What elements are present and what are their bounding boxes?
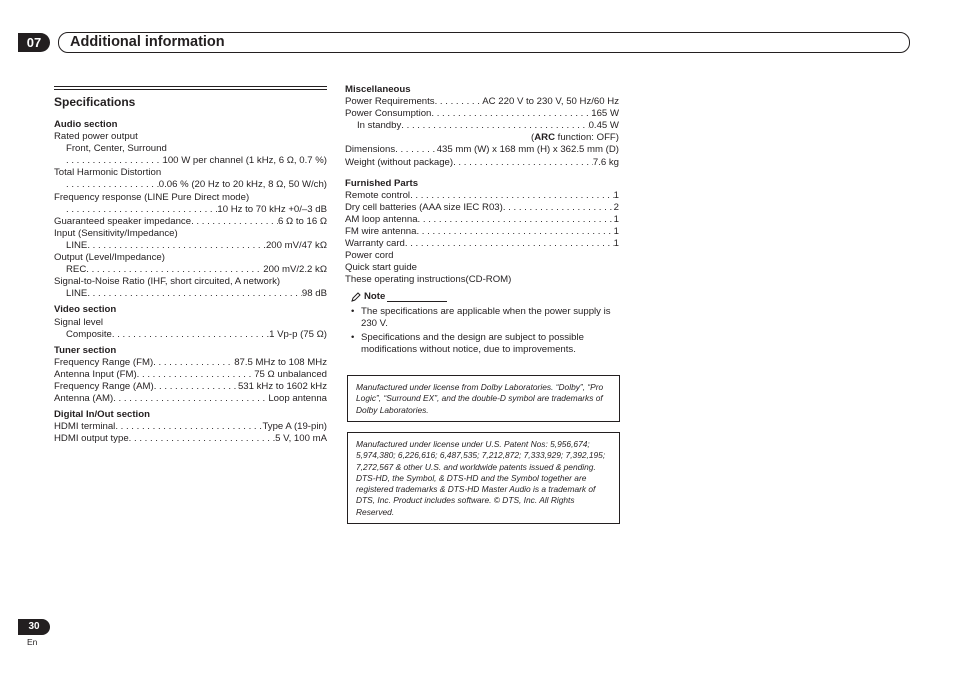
dolby-license-box: Manufactured under license from Dolby Laboratories. “Dolby”, “Pro Logic”, “Surround EX”, and the double-D symbol are trademarks of Dolby Laboratories. [347,375,620,422]
power-req-row: Power Requirements . . . AC 220 V to 230 V, 50 Hz/60 Hz [345,96,619,108]
snr-line-row: LINE . . . 98 dB [54,288,327,300]
snr-label: Signal-to-Noise Ratio (IHF, short circuited, A network) [54,276,281,288]
thd-label: Total Harmonic Distortion [54,167,162,179]
standby-row: In standby . . . 0.45 W [345,120,619,132]
batteries-row: Dry cell batteries (AAA size IEC R03) . . . 2 [345,202,619,214]
front-center-label: Front, Center, Surround [66,143,167,155]
input-line-row: LINE . . . 200 mV/47 kΩ [54,240,327,252]
output-rec-row: REC . . . 200 mV/2.2 kΩ [54,264,327,276]
misc-column [345,84,619,356]
hdmi-output-row: HDMI output type . . . 5 V, 100 mA [54,433,327,445]
page-number: 30 [18,619,50,635]
composite-row: Composite . . . 1 Vp-p (75 Ω) [54,329,327,341]
page-title: Additional information [70,34,225,50]
output-label: Output (Level/Impedance) [54,252,165,264]
am-range-row: Frequency Range (AM) . . . 531 kHz to 1602 kHz [54,381,327,393]
arc-note: (ARC function: OFF) [531,132,619,144]
digital-section-title: Digital In/Out section [54,409,150,421]
fm-input-row: Antenna Input (FM) . . . 75 Ω unbalanced [54,369,327,381]
note-item: • The specifications are applicable when the power supply is 230 V. [351,305,611,329]
tuner-section-title: Tuner section [54,344,117,356]
hdmi-terminal-row: HDMI terminal . . . Type A (19-pin) [54,421,327,433]
chapter-badge: 07 [18,33,50,52]
video-section-title: Video section [54,304,117,316]
freq-response-row: . . . 10 Hz to 70 kHz +0/–3 dB [54,204,327,216]
misc-section-title: Miscellaneous [345,84,411,95]
instructions-item: These operating instructions(CD-ROM) [345,274,512,286]
power-cord-item: Power cord [345,250,394,262]
fm-range-row: Frequency Range (FM) . . . 87.5 MHz to 108 MHz [54,357,327,369]
audio-section-title: Audio section [54,119,118,130]
note-label: Note [364,290,386,302]
note-header [345,291,619,303]
thd-row: . . . 0.06 % (20 Hz to 20 kHz, 8 Ω, 50 W/ch) [54,179,327,191]
input-label: Input (Sensitivity/Impedance) [54,227,178,239]
freq-response-label: Frequency response (LINE Pure Direct mode) [54,191,250,203]
note-item: • Specifications and the design are subject to possible modifications without notice, due to improvements. [351,331,584,355]
weight-row: Weight (without package) . . . 7.6 kg [345,157,619,169]
specifications-column [54,86,327,445]
note-underline [387,301,447,302]
am-loop-row: AM loop antenna . . . 1 [345,214,619,226]
front-center-row: . . . 100 W per channel (1 kHz, 6 Ω, 0.7 %) [54,155,327,167]
furnished-parts-title: Furnished Parts [345,177,419,189]
pencil-icon [351,292,361,302]
warranty-row: Warranty card . . . 1 [345,238,619,250]
rated-power-label: Rated power output [54,131,138,143]
fm-wire-row: FM wire antenna . . . 1 [345,226,619,238]
language-label: En [27,637,38,647]
impedance-row: Guaranteed speaker impedance . . . 6 Ω to 16 Ω [54,216,327,228]
remote-row: Remote control . . . 1 [345,190,619,202]
dts-license-box: Manufactured under license under U.S. Patent Nos: 5,956,674; 5,974,380; 6,226,616; 6,487,535; 7,212,872; 7,333,929; 7,392,195; 7,272,567 & other U.S. and worldwide patents issued & pending. DTS-HD, the Symbol, & DTS-HD and the Symbol together are registered trademarks & DTS-HD Master Audio is a trademark of DTS, Inc. Product includes software. © DTS, Inc. All Rights Reserved. [347,432,620,524]
specifications-heading: Specifications [54,95,136,109]
heading-rule [54,86,327,90]
am-antenna-row: Antenna (AM) . . . Loop antenna [54,393,327,405]
dimensions-row: Dimensions . . . 435 mm (W) x 168 mm (H) x 362.5 mm (D) [345,144,619,156]
quick-start-item: Quick start guide [345,262,417,274]
signal-level-label: Signal level [54,316,104,328]
power-cons-row: Power Consumption . . . 165 W [345,108,619,120]
